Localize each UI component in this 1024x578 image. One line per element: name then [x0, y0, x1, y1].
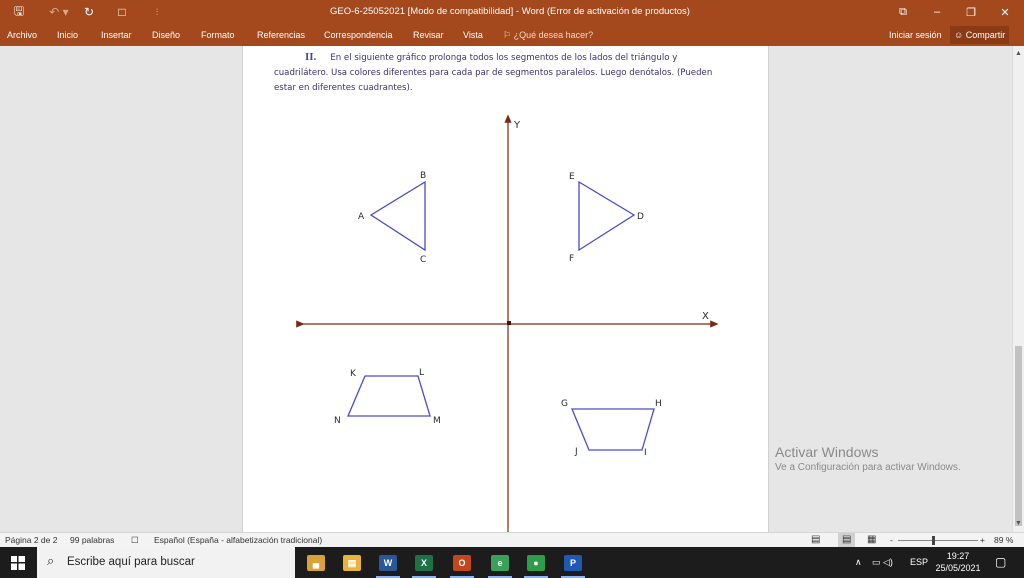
zoom-in-button[interactable]: + [980, 535, 985, 545]
activation-watermark-text [775, 443, 961, 475]
print-layout-icon[interactable]: ▤ [838, 533, 855, 547]
x-axis-label: X [702, 311, 709, 322]
web-layout-icon[interactable]: ▦ [867, 534, 877, 545]
vertex-f-label: F [569, 254, 575, 264]
zoom-slider-knob[interactable] [932, 536, 935, 545]
clock-date: 25/05/2021 [935, 563, 981, 573]
vertex-b-label: B [420, 171, 427, 181]
word-app-icon: W [379, 555, 397, 571]
word-app[interactable] [370, 547, 406, 578]
vertex-m-label: M [433, 416, 441, 426]
scroll-up-arrow-icon[interactable]: ▲ [1015, 50, 1022, 57]
ribbon-display-options-icon[interactable]: ⧉ [899, 5, 907, 18]
outlook-app-icon: O [453, 555, 471, 571]
ribbon-tabs [0, 24, 1024, 46]
word-count[interactable]: 99 palabras [70, 535, 115, 545]
file-explorer-app-icon: ▤ [343, 555, 361, 571]
tell-me-label: ¿Qué desea hacer? [513, 30, 594, 40]
minimize-button[interactable]: – [933, 6, 941, 18]
language-indicator[interactable]: Español (España - alfabetización tradicional) [154, 535, 323, 545]
zoom-out-button[interactable]: - [890, 535, 893, 545]
vertex-d-label: D [637, 212, 644, 222]
chrome-app-icon: ● [527, 555, 545, 571]
document-page[interactable] [242, 46, 769, 532]
clock-time: 19:27 [946, 551, 970, 561]
network-volume-icon[interactable]: ▭ ◁) [872, 557, 893, 567]
vertex-g-label: G [561, 399, 568, 409]
file-explorer-app[interactable] [334, 547, 370, 578]
search-placeholder: Escribe aquí para buscar [67, 556, 195, 568]
redo-icon[interactable]: ↻ [83, 5, 95, 19]
tab-revisar[interactable]: Revisar [413, 30, 444, 40]
window-title: GEO-6-25052021 [Modo de compatibilidad] - Word (Error de activación de productos) [330, 6, 690, 17]
status-bar [0, 532, 1024, 547]
restore-button[interactable]: ❐ [966, 6, 976, 19]
read-mode-icon[interactable]: ▤ [811, 534, 821, 545]
close-button[interactable]: ✕ [1000, 6, 1010, 19]
powerpoint-app[interactable] [555, 547, 591, 578]
chrome-app[interactable] [518, 547, 554, 578]
tab-referencias[interactable]: Referencias [257, 30, 306, 40]
watermark-subtitle: Ve a Configuración para activar Windows. [775, 462, 961, 473]
vertex-i-label: I [644, 448, 647, 458]
tell-me-search[interactable] [503, 24, 593, 46]
outlook-app[interactable] [444, 547, 480, 578]
tray-chevron-icon[interactable]: ∧ [855, 557, 862, 567]
edge-app-icon: e [491, 555, 509, 571]
undo-icon[interactable]: ↶ ▾ [49, 5, 69, 19]
item-number: II. [305, 51, 317, 63]
start-button[interactable] [0, 547, 36, 578]
taskbar-search-box[interactable] [37, 547, 295, 578]
scanner-app[interactable] [298, 547, 334, 578]
lightbulb-icon: ⚐ [503, 30, 512, 40]
trapezoid-ghij [572, 409, 654, 450]
tab-correspondencia[interactable]: Correspondencia [324, 30, 393, 40]
scanner-app-icon: ▄ [307, 555, 325, 571]
clock[interactable] [930, 550, 986, 574]
input-language[interactable]: ESP [910, 557, 929, 567]
tab-insertar[interactable]: Insertar [101, 30, 132, 40]
proofing-icon[interactable]: ☐ [131, 535, 139, 545]
new-document-icon[interactable]: □ [118, 5, 126, 19]
tab-archivo[interactable]: Archivo [7, 30, 38, 40]
share-button[interactable] [950, 26, 1009, 44]
customize-toolbar-icon[interactable]: ⫶ [155, 6, 159, 17]
save-icon[interactable]: 🖫 [13, 3, 25, 18]
excel-app[interactable] [406, 547, 442, 578]
vertical-scrollbar[interactable] [1012, 46, 1024, 532]
sign-in-link[interactable]: Iniciar sesión [889, 30, 942, 40]
edge-app[interactable] [482, 547, 518, 578]
vertex-a-label: A [358, 212, 365, 222]
watermark-title: Activar Windows [775, 444, 879, 460]
notifications-icon[interactable]: ▢ [995, 555, 1007, 569]
y-axis-label: Y [514, 120, 521, 131]
share-label: Compartir [965, 30, 1006, 40]
vertex-l-label: L [419, 368, 425, 378]
trapezoid-klmn [348, 376, 430, 416]
tab-diseno[interactable]: Diseño [152, 30, 181, 40]
vertex-e-label: E [569, 172, 575, 182]
vertex-c-label: C [420, 255, 427, 265]
vertex-j-label: J [575, 447, 578, 457]
vertex-h-label: H [655, 399, 662, 409]
vertex-n-label: N [334, 416, 341, 426]
vertex-k-label: K [350, 369, 356, 379]
search-icon: ⌕ [47, 553, 55, 568]
coordinate-figure [243, 46, 770, 532]
origin-point [507, 321, 511, 325]
zoom-slider-track[interactable] [898, 540, 978, 541]
windows-logo-icon [11, 556, 25, 570]
title-bar [0, 0, 1024, 24]
scrollbar-thumb[interactable] [1015, 346, 1022, 526]
scroll-down-arrow-icon[interactable]: ▼ [1015, 520, 1022, 527]
zoom-level[interactable]: 89 % [994, 535, 1014, 545]
powerpoint-app-icon: P [564, 555, 582, 571]
tab-inicio[interactable]: Inicio [57, 30, 79, 40]
excel-app-icon: X [415, 555, 433, 571]
instruction-text: En el siguiente gráfico prolonga todos los segmentos de los lados del triángulo y cuadrilátero. Usa colores diferentes para cada par de segmentos paralelos. Luego denótalos. (Pueden estar en diferentes cuadrantes). [274, 53, 713, 93]
taskbar [0, 547, 1024, 578]
tab-formato[interactable]: Formato [201, 30, 235, 40]
page-count[interactable]: Página 2 de 2 [5, 535, 58, 545]
tab-vista[interactable]: Vista [463, 30, 483, 40]
triangle-def [579, 182, 634, 250]
person-icon: ☺ [954, 30, 964, 40]
triangle-abc [371, 182, 425, 250]
